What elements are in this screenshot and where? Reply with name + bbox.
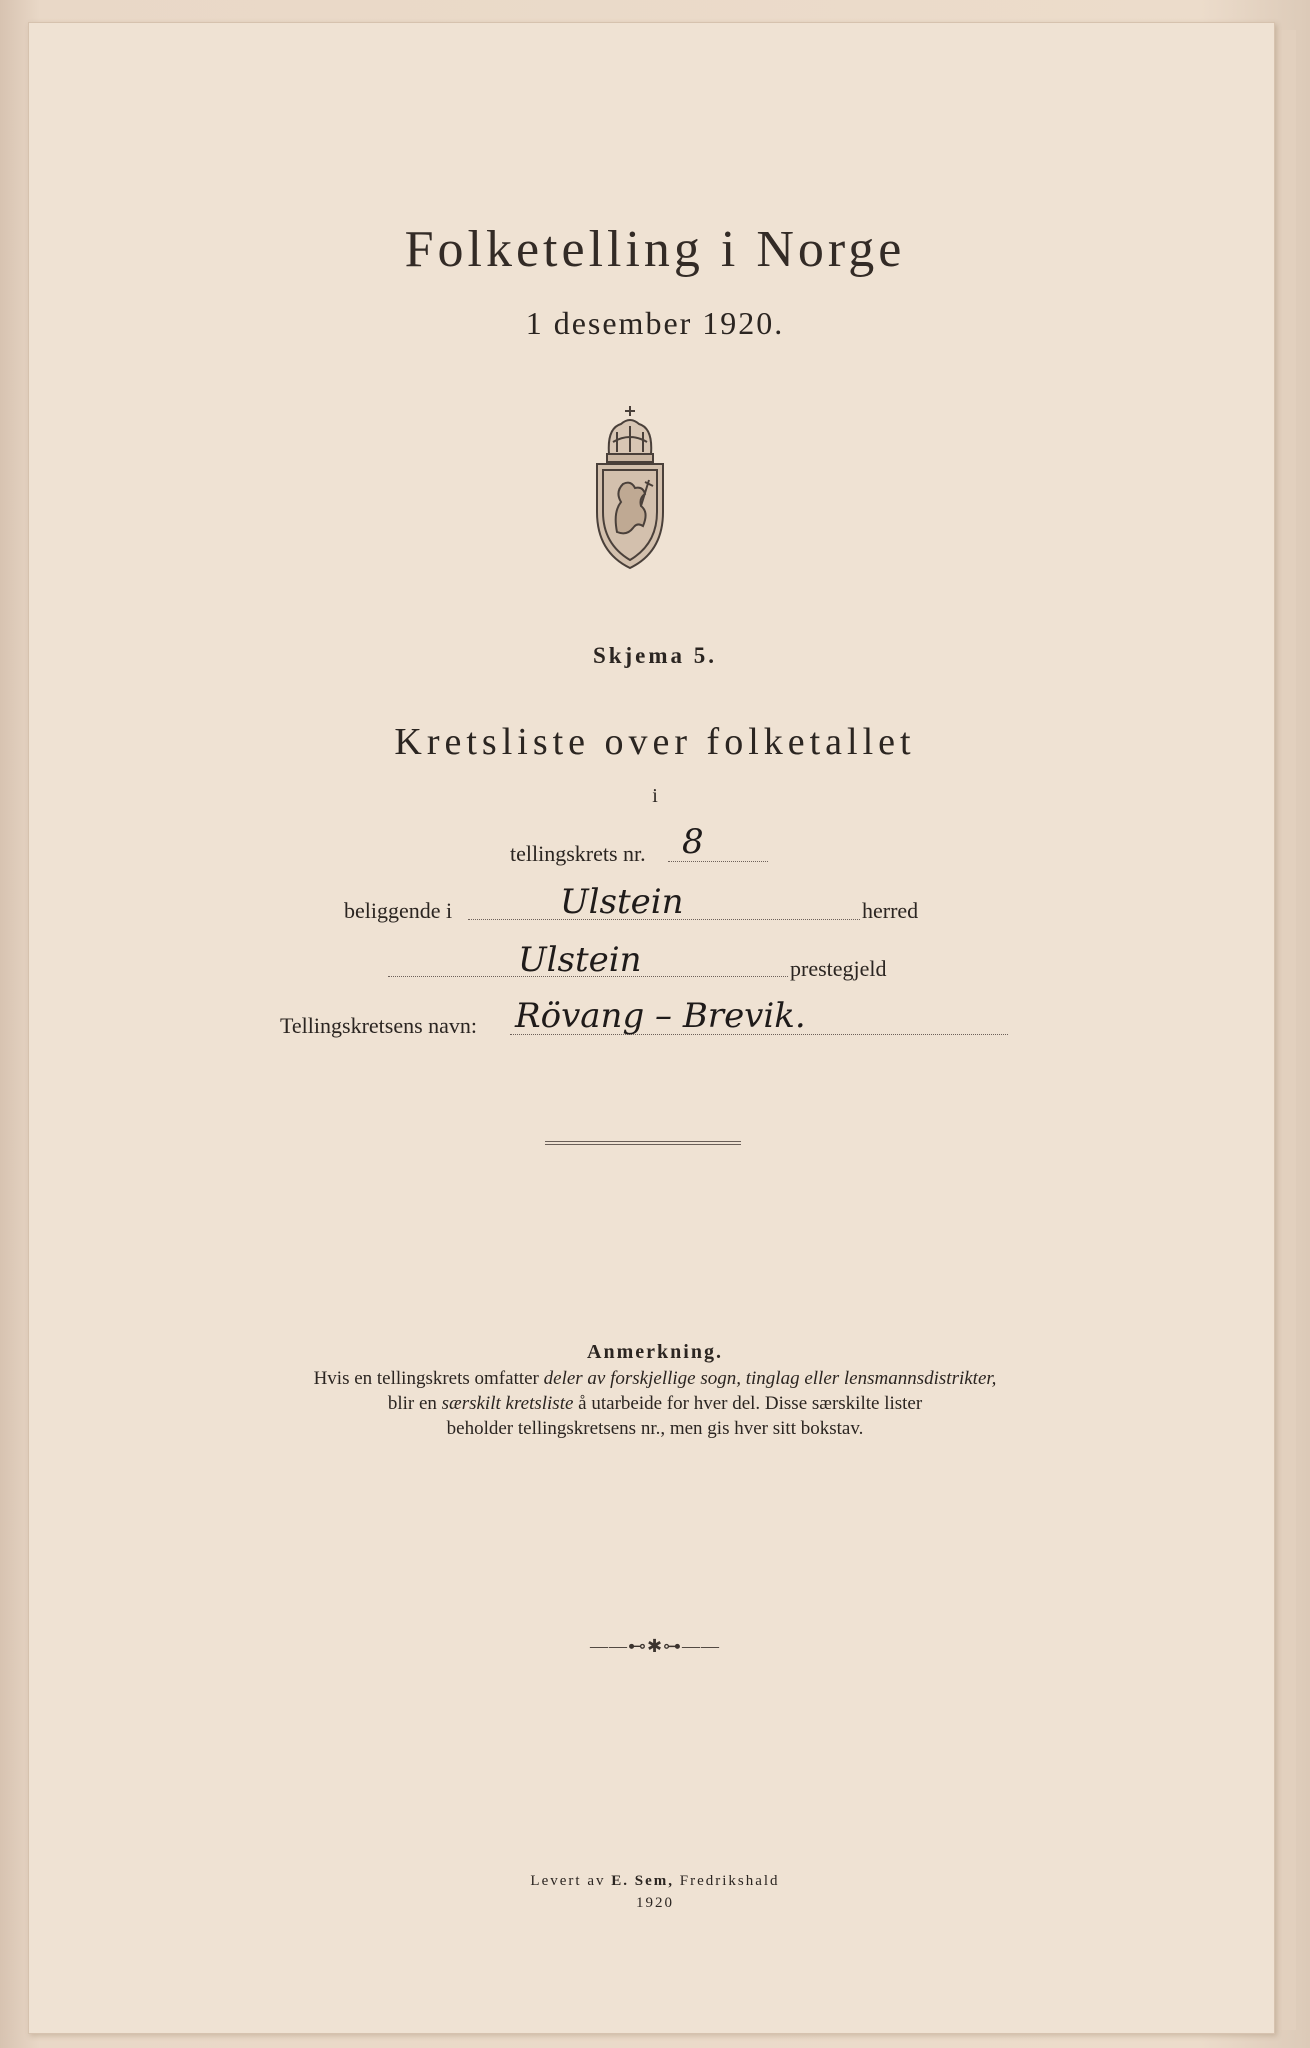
printer-name: E. Sem, — [611, 1873, 674, 1889]
printer-place: Fredrikshald — [673, 1873, 780, 1889]
herred-value: Ulstein — [560, 882, 684, 922]
navn-label: Tellingskretsens navn: — [280, 1013, 478, 1038]
schema-number: Skjema 5. — [592, 643, 718, 668]
anmerkning-title: Anmerkning. — [587, 1341, 723, 1363]
form-heading: Kretsliste over folketallet — [394, 721, 916, 763]
anmerkning-line-2-start: blir en — [387, 1393, 442, 1414]
anmerkning-line-1 — [200, 1366, 1110, 1391]
navn-value: Rövang – Brevik. — [515, 996, 806, 1036]
herred-label: herred — [862, 898, 919, 923]
anmerkning-line-1-emphasis: deler av forskjellige sogn, tinglag eller lensmannsdistrikter, — [543, 1368, 997, 1389]
printer-year: 1920 — [636, 1895, 674, 1911]
printer-footer — [0, 1870, 1310, 1914]
divider-rule — [545, 1141, 741, 1145]
tellingskrets-value: 8 — [682, 822, 704, 862]
anmerkning-text — [200, 1366, 1110, 1441]
tellingskrets-label: tellingskrets nr. — [510, 841, 646, 866]
prestegjeld-label: prestegjeld — [790, 956, 887, 981]
connector-i: i — [652, 785, 658, 807]
printer-prefix: Levert av — [530, 1873, 612, 1889]
beliggende-label: beliggende i — [344, 898, 453, 923]
anmerkning-line-3: beholder tellingskretsens nr., men gis hver sitt bokstav. — [446, 1418, 864, 1439]
anmerkning-line-2-end: å utarbeide for hver del. Disse særskilte lister — [573, 1393, 923, 1414]
anmerkning-line-2-emphasis: særskilt kretsliste — [441, 1393, 574, 1414]
ornament-divider: ——⊷✱⊶—— — [589, 1636, 721, 1656]
anmerkning-line-2 — [200, 1391, 1110, 1416]
document-title: Folketelling i Norge — [404, 221, 906, 278]
coat-of-arms-icon — [587, 402, 673, 572]
anmerkning-line-1-start: Hvis en tellingskrets omfatter — [313, 1368, 544, 1389]
printer-line — [0, 1870, 1310, 1892]
prestegjeld-value: Ulstein — [518, 940, 642, 980]
census-date: 1 desember 1920. — [525, 305, 785, 341]
